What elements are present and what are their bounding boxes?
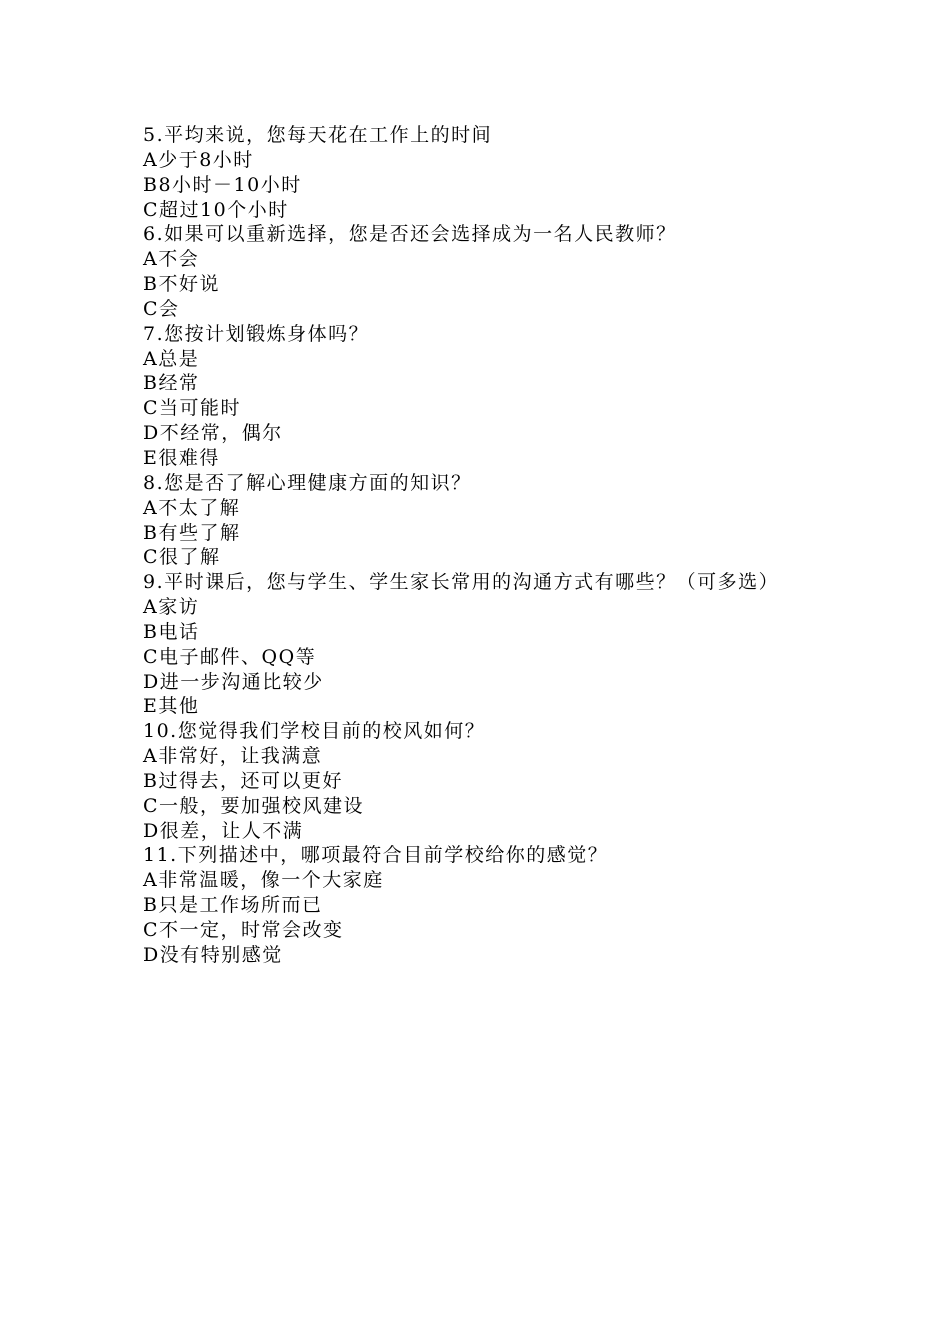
option-5c: C超过10个小时 (143, 198, 289, 221)
option-7e: E很难得 (143, 446, 220, 469)
question-8: 8.您是否了解心理健康方面的知识？ (143, 471, 472, 494)
question-9: 9.平时课后，您与学生、学生家长常用的沟通方式有哪些？（可多选） (143, 571, 780, 594)
option-10a: A非常好，让我满意 (143, 745, 323, 768)
option-5a: A少于8小时 (143, 148, 254, 171)
option-11d: D没有特别感觉 (143, 943, 283, 966)
question-5: 5.平均来说，您每天花在工作上的时间 (143, 124, 493, 146)
option-10d: D很差，让人不满 (143, 819, 304, 842)
option-6a: A不会 (143, 248, 200, 271)
question-6: 6.如果可以重新选择，您是否还会选择成为一名人民教师？ (143, 223, 677, 246)
option-8b: B有些了解 (143, 521, 241, 544)
option-7a: A总是 (143, 347, 200, 370)
option-11b: B只是工作场所而已 (143, 894, 323, 917)
question-7: 7.您按计划锻炼身体吗？ (143, 322, 370, 345)
option-11a: A非常温暖，像一个大家庭 (143, 869, 384, 892)
option-10b: B过得去，还可以更好 (143, 769, 343, 792)
question-11: 11.下列描述中，哪项最符合目前学校给你的感觉？ (143, 844, 609, 867)
option-7c: C当可能时 (143, 397, 242, 420)
option-5b: B8小时－10小时 (143, 173, 302, 196)
option-9d: D进一步沟通比较少 (143, 670, 324, 693)
option-8c: C很了解 (143, 546, 221, 569)
option-9c: C电子邮件、QQ等 (143, 645, 317, 668)
option-9b: B电话 (143, 620, 200, 643)
option-6c: C会 (143, 297, 180, 320)
questionnaire (143, 123, 843, 968)
option-6b: B不好说 (143, 273, 220, 296)
option-10c: C一般，要加强校风建设 (143, 794, 365, 817)
option-9e: E其他 (143, 695, 200, 718)
option-7d: D不经常，偶尔 (143, 422, 283, 445)
option-11c: C不一定，时常会改变 (143, 919, 344, 941)
option-8a: A不太了解 (143, 496, 241, 519)
option-9a: A家访 (143, 596, 200, 619)
question-10: 10.您觉得我们学校目前的校风如何？ (143, 720, 486, 743)
option-7b: B经常 (143, 372, 200, 395)
